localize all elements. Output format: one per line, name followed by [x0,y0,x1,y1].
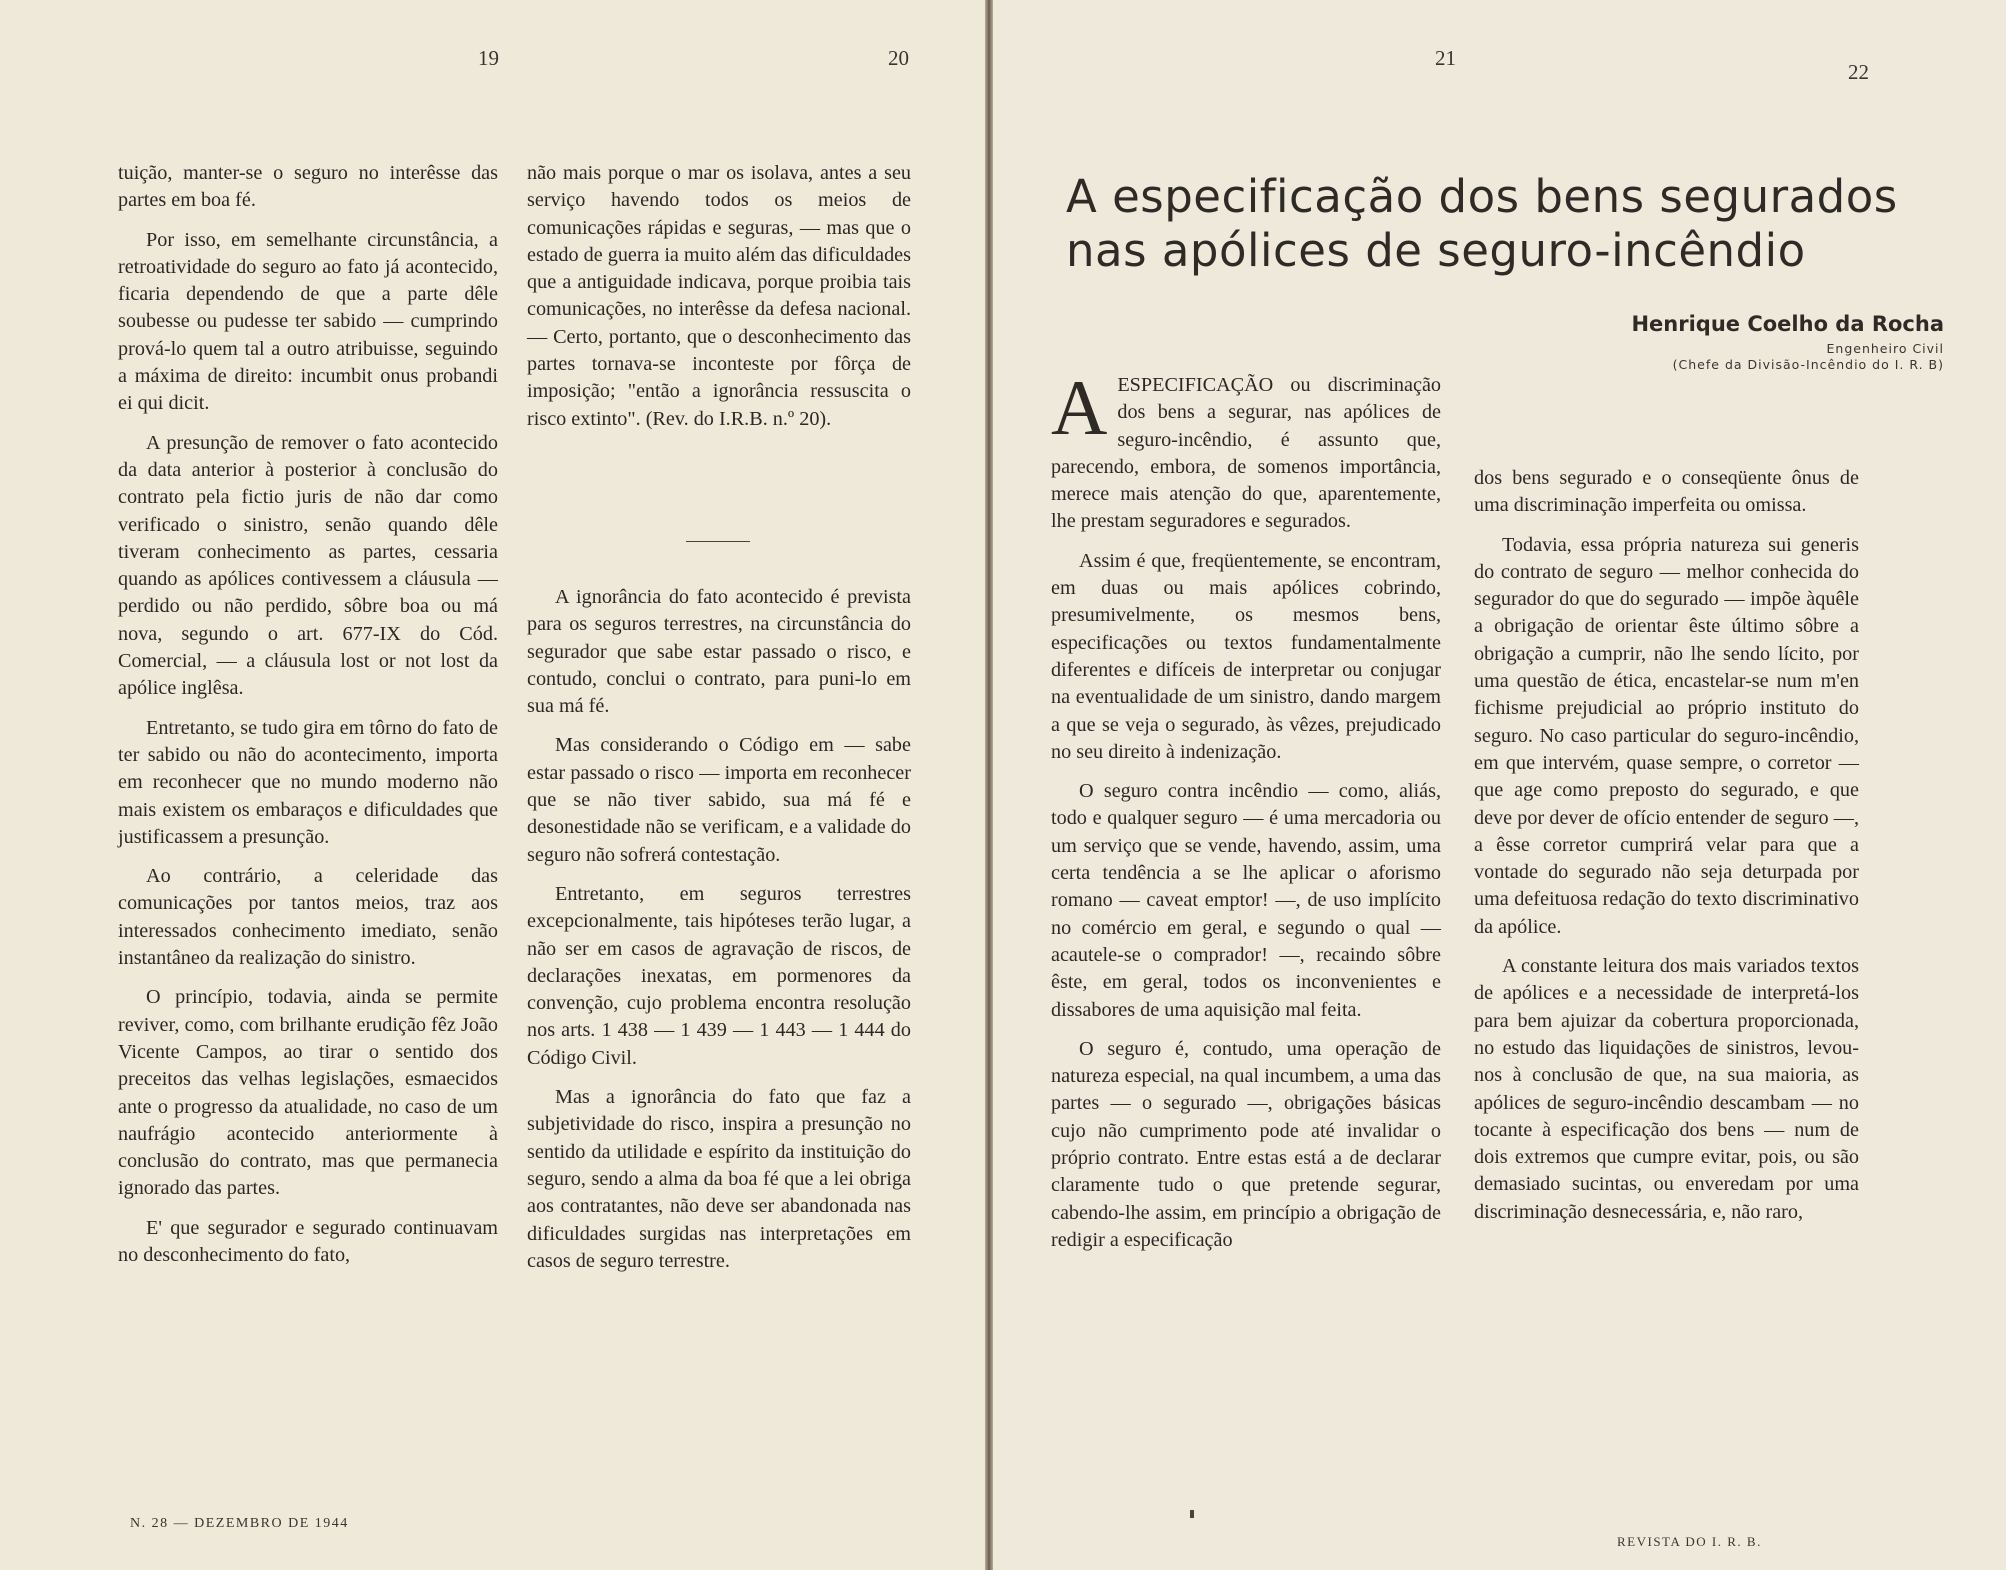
paragraph: O princípio, todavia, ainda se permite reviver, como, com brilhante erudição fêz João Vicente Campos, ao tirar o sentido dos preceitos das velhas legislações, esmaecidos ante o progresso da atualidade, no caso de um naufrágio acontecido anteriormente à conclusão do contrato, mas que permanecia ignorado das partes. [118,986,498,1200]
paragraph: dos bens segurado e o conseqüente ônus de uma discriminação imperfeita ou omissa. [1474,467,1859,517]
paragraph: A presunção de remover o fato acontecido da data anterior à posterior à conclusão do contrato pela fictio juris de não dar como verificado o sinistro, senão quando dêle tiveram conhecimento as partes, cessaria quando as apólices contivessem a cláusula — perdido ou não perdido, sôbre boa ou má nova, segundo o art. 677-IX do Cód. Comercial, — a cláusula lost or not lost da apólice inglêsa. [118,431,498,700]
paragraph: Todavia, essa própria natureza sui generis do contrato de seguro — melhor conhecida do segurador do que do segurado — impõe àquêle a obrigação de orientar êste último sôbre a obrigação a cumprir, não lhe sendo lícito, por uma questão de ética, encastelar-se num m'en fichisme prejudicial ao próprio instituto do seguro. No caso particular do seguro-incêndio, em que intervém, quase sempre, o corretor — que age como preposto do segurado, e que deve por dever de ofício entender de seguro —, a êsse corretor cumprirá velar para que a vontade do segurado não seja deturpada por uma defeituosa redação do texto discriminativo da apólice. [1474,533,1859,938]
author-role [1673,341,1944,373]
opening-paragraph [1051,364,1441,536]
paragraph: A ignorância do fato acontecido é prevista para os seguros terrestres, na circunstância do segurador que sabe estar passado o risco, e contudo, conclui o contrato, para puni-lo em sua má fé. [527,586,911,718]
printer-mark [1190,1510,1194,1518]
left-page-column-2-bottom [527,584,911,1287]
paragraph: Ao contrário, a celeridade das comunicações por tantos meios, traz aos interessados conhecimento imediato, senão instantâneo da realização do sinistro. [118,865,498,970]
article-title: A especificação dos bens segurados nas apólices de seguro-incêndio [1066,170,1898,277]
paragraph: O seguro contra incêndio — como, aliás, todo e qualquer seguro — é uma mercadoria ou um serviço que se vende, havendo, assim, uma certa tendência a se lhe aplicar o aforismo romano — caveat emptor! —, de uso implícito no comércio em geral, e segundo o qual — acautele-se o comprador! —, recaindo sôbre êste, em geral, todos os inconvenientes e dissabores de uma aquisição mal feita. [1051,780,1441,1021]
book-gutter [985,0,993,1570]
paragraph: não mais porque o mar os isolava, antes a seu serviço havendo todos os meios de comunicações rápidas e seguras, — mas que o estado de guerra ia muito além das dificuldades que a antiguidade indicava, porque proibia tais comunicações, no interêsse da defesa nacional. — Certo, portanto, que o desconhecimento das partes tornava-se inconteste por fôrça de imposição; "então a ignorância ressuscita o risco extinto". (Rev. do I.R.B. n.º 20). [527,162,911,430]
page-footer-journal: REVISTA DO I. R. B. [1617,1534,1762,1549]
right-page-column-2 [1474,465,1859,1238]
right-page [993,0,2006,1570]
paragraph: Mas considerando o Código em — sabe estar passado o risco — importa em reconhecer que se não tiver sabido, sua má fé e desonestidade não se verificam, e a validade do seguro não sofrerá contestação. [527,734,911,866]
drop-cap: A [1051,364,1108,451]
page-number-19: 19 [478,46,499,70]
paragraph: Entretanto, em seguros terrestres excepcionalmente, tais hipóteses terão lugar, a não ser em casos de agravação de riscos, de declarações inexatas, em pormenores da convenção, cujo problema encontra resolução nos arts. 1 438 — 1 439 — 1 443 — 1 444 do Código Civil. [527,882,911,1069]
paragraph: Mas a ignorância do fato que faz a subjetividade do risco, inspira a presunção no sentido da utilidade e espírito da instituição do seguro, sendo a alma da boa fé que a lei obriga aos contratantes, não deve ser abandonada nas dificuldades surgidas nas interpretações em casos de seguro terrestre. [527,1086,911,1272]
right-page-column-1 [1051,364,1441,1266]
paragraph: O seguro é, contudo, uma operação de natureza especial, na qual incumbem, a uma das partes — o segurado —, obrigações básicas cujo não cumprimento pode até invalidar o próprio contrato. Entre estas está a de declarar claramente tudo o que pretende segurar, cabendo-lhe assim, em princípio a obrigação de redigir a especificação [1051,1037,1441,1251]
page-number-22: 22 [1848,60,1869,84]
paragraph: tuição, manter-se o seguro no interêsse das partes em boa fé. [118,162,498,212]
page-number-20: 20 [888,46,909,70]
left-page-column-1 [118,160,498,1281]
left-page [0,0,985,1570]
section-divider [686,541,750,542]
author-profession: Engenheiro Civil [1826,341,1944,356]
paragraph: E' que segurador e segurado continuavam no desconhecimento do fato, [118,1216,498,1266]
left-page-column-2-top [527,160,911,445]
paragraph: Assim é que, freqüentemente, se encontram, em duas ou mais apólices cobrindo, presumivelmente, os mesmos bens, especificações ou textos fundamentalmente diferentes e difíceis de interpretar ou conjugar na eventualidade de um sinistro, dando margem a que se veja o segurado, às vêzes, prejudicado no seu direito à indenização. [1051,549,1441,763]
paragraph: Entretanto, se tudo gira em tôrno do fato de ter sabido ou não do acontecimento, importa em reconhecer que no mundo moderno não mais existem os embaraços e dificuldades que justificassem a presunção. [118,716,498,848]
page-footer-issue: N. 28 — DEZEMBRO DE 1944 [130,1516,349,1531]
paragraph: A constante leitura dos mais variados textos de apólices e a necessidade de interpretá-los para bem ajuizar da cobertura proporcionada, no estudo das liquidações de sinistros, levou-nos à conclusão de que, na sua maioria, as apólices de seguro-incêndio descambam — no tocante à especificação dos bens — num de dois extremos que cumpre evitar, pois, ou são demasiado sucintas, ou enveredam por uma discriminação desnecessária, e, não raro, [1474,955,1859,1223]
page-number-21: 21 [1435,46,1456,70]
lead-word: ESPECIFICAÇÃO [1117,374,1274,396]
paragraph: Por isso, em semelhante circunstância, a retroatividade do seguro ao fato já acontecido, ficaria dependendo de que a parte dêle soubesse ou pudesse ter sabido — cumprindo prová-lo quem tal a outro atribuisse, seguindo a máxima de direito: incumbit onus probandi ei qui dicit. [118,228,498,415]
author-name: Henrique Coelho da Rocha [1631,312,1944,336]
author-position: (Chefe da Divisão-Incêndio do I. R. B) [1672,357,1944,372]
opening-text: ou discriminação dos bens a segurar, nas apólices de seguro-incêndio, é assunto que, parecendo, embora, de somenos importância, merece mais atenção do que, aparentemente, lhe prestam seguradores e segurados. [1051,374,1441,533]
